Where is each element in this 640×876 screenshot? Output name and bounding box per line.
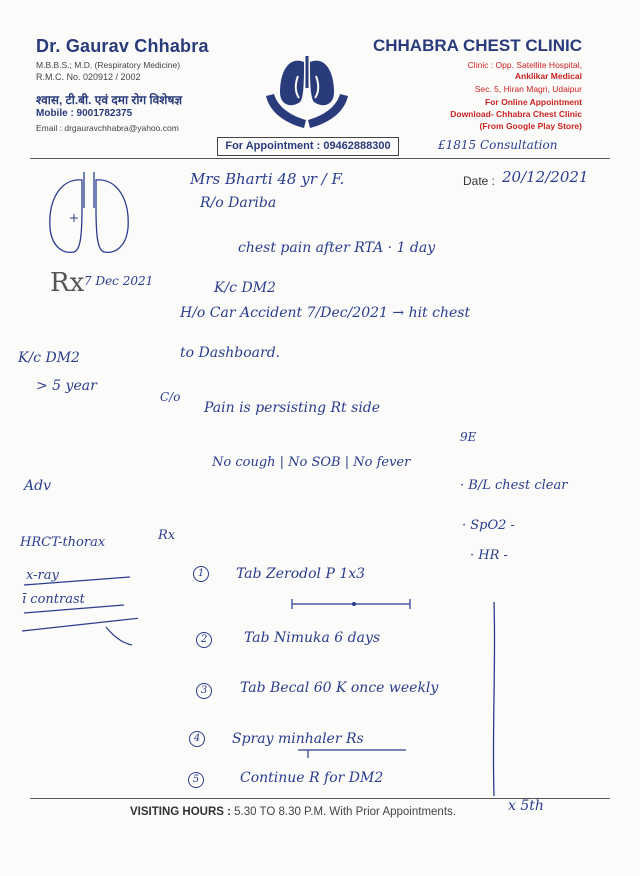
medicine-item: Tab Becal 60 K once weekly [240,680,439,696]
appointment-box: For Appointment : 09462888300 [217,137,399,156]
qualifications: M.B.B.S.; M.D. (Respiratory Medicine) [36,60,181,70]
visiting-hours-label: VISITING HOURS : [130,806,231,818]
patient-residence: R/o Dariba [200,195,277,211]
medicine-number: 5 [188,772,204,788]
side-note: K/c DM2 [18,350,80,366]
signature: x 5th [508,798,544,814]
fee-note: £1815 Consultation [438,138,558,152]
patient-name: Mrs Bharti 48 yr / F. [190,170,345,188]
lungs-hands-logo-icon [262,48,352,136]
negatives-line: No cough | No SOB | No fever [212,455,411,470]
registration: R.M.C. No. 020912 / 2002 [36,72,141,82]
exam-line: · HR - [470,548,508,563]
history-line: to Dashboard. [180,345,281,361]
margin-stroke [488,600,500,800]
side-note: > 5 year [36,378,97,394]
date-label: Date : [463,174,496,188]
visiting-hours-text: 5.30 TO 8.30 P.M. With Prior Appointments. [234,806,456,818]
email-address: Email : drgauravchhabra@yahoo.com [36,123,179,133]
medicine-number: 1 [193,566,209,582]
exam-mark: 9E [460,430,477,444]
rx-symbol: Rx [50,268,85,298]
specialty-hindi: श्वास, टी.बी. एवं दमा रोग विशेषज्ञ [36,93,183,107]
c-o-text: Pain is persisting Rt side [204,400,381,416]
advice-line: x-ray [26,568,59,583]
rx-label: Rx [158,528,176,543]
medicine-item: Spray minhaler Rs [232,731,364,747]
rx-date: 7 Dec 2021 [84,274,154,288]
lungs-sketch-icon [44,168,134,278]
date-value: 20/12/2021 [502,168,589,186]
dose-marker [296,746,416,760]
advice-label: Adv [24,478,51,494]
advice-line: HRCT-thorax [20,535,106,550]
clinic-address-line: Sec. 5, Hiran Magri, Udaipur [474,84,582,94]
dose-marker [290,598,415,610]
visiting-hours [130,806,456,818]
medicine-number: 4 [189,731,205,747]
c-o-label: C/o [160,390,181,404]
advice-line: ī contrast [22,592,85,607]
exam-line: · B/L chest clear [460,478,568,493]
advice-underline-strokes [18,555,138,655]
complaint-line: chest pain after RTA · 1 day [238,240,436,256]
complaint-line: K/c DM2 [214,280,276,296]
clinic-address-line: Clinic : Opp. Satellite Hospital, [467,60,582,70]
mobile-number: Mobile : 9001782375 [36,108,133,119]
history-line: H/o Car Accident 7/Dec/2021 → hit chest [180,305,471,321]
medicine-number: 3 [196,683,212,699]
clinic-name: CHHABRA CHEST CLINIC [372,36,582,55]
exam-line: · SpO2 - [462,518,515,533]
medicine-item: Continue R for DM2 [240,770,384,786]
clinic-address-line: Download- Chhabra Chest Clinic [450,109,582,119]
clinic-address-line: (From Google Play Store) [479,121,582,131]
medicine-item: Tab Zerodol P 1x3 [236,566,366,582]
medicine-number: 2 [196,632,212,648]
clinic-address-line: For Online Appointment [485,97,582,107]
doctor-name: Dr. Gaurav Chhabra [36,36,209,56]
header-divider [30,158,610,159]
medicine-item: Tab Nimuka 6 days [244,630,381,646]
clinic-address-line: Anklikar Medical [514,71,582,81]
